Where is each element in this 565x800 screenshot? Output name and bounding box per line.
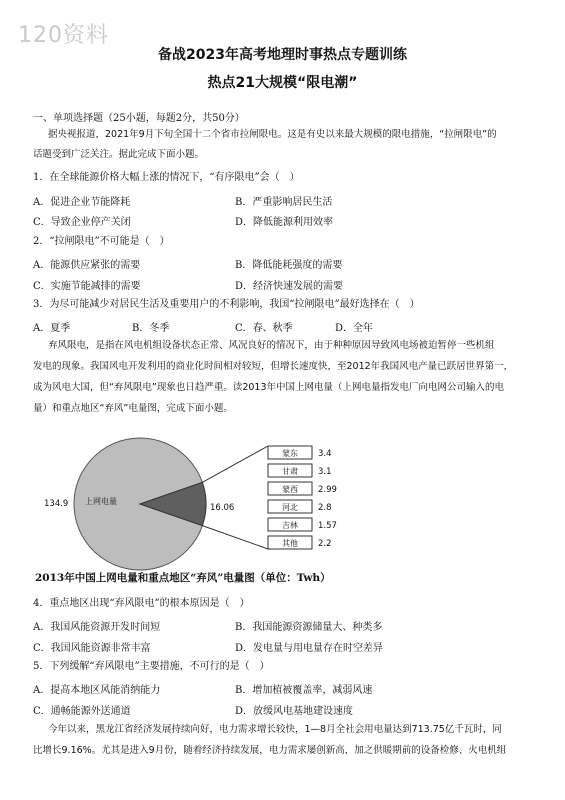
intro1-line1: 据央视报道，2021年9月下旬全国十二个省市拉闸限电。这是有史以来最大规模的限电措施，“拉闸限电”的: [48, 129, 497, 140]
q4-option-a[interactable]: A．我国风能资源开发时间短: [33, 622, 161, 633]
breakdown-name: 河北: [282, 503, 298, 512]
q1-option-c[interactable]: C．导致企业停产关闭: [33, 217, 131, 228]
pie-label-small-value: 16.06: [210, 503, 235, 513]
document-subtitle: 热点21大规模“限电潮”: [207, 75, 358, 91]
intro3-line1: 今年以来，黑龙江省经济发展持续向好，电力需求增长较快，1—8月全社会用电量达到713.75亿千瓦时，同: [48, 724, 502, 735]
q3-option-b[interactable]: B．冬季: [132, 323, 170, 334]
q4-option-d[interactable]: D．发电量与用电量存在时空差异: [235, 643, 384, 654]
q3-stem: 3．为尽可能减少对居民生活及重要用户的不利影响，我国“拉闸限电”最好选择在（ ）: [33, 299, 420, 310]
intro2-line2: 发电的现象。我国风电开发利用的商业化时间相对较短，但增长速度快，至2012年我国风电产量已跃居世界第一，: [33, 361, 514, 372]
section-heading: 一、单项选择题（25小题，每题2分，共50分）: [33, 113, 245, 124]
q1-option-b[interactable]: B．严重影响居民生活: [235, 197, 333, 208]
breakdown-name: 蒙西: [282, 485, 298, 494]
breakdown-name: 其他: [282, 539, 298, 548]
document-title: 备战2023年高考地理时事热点专题训练: [158, 47, 407, 63]
breakdown-name: 蒙东: [282, 449, 298, 458]
q2-option-c[interactable]: C．实施节能减排的需要: [33, 281, 141, 292]
q5-option-d[interactable]: D．放缓风电基地建设速度: [235, 706, 354, 717]
q5-option-c[interactable]: C．通畅能源外送通道: [33, 706, 131, 717]
breakdown-value: 3.1: [318, 467, 332, 477]
q3-option-a[interactable]: A．夏季: [33, 323, 71, 334]
breakdown-value: 3.4: [318, 449, 332, 459]
breakdown-name: 吉林: [282, 521, 298, 530]
q3-option-c[interactable]: C．春、秋季: [235, 323, 293, 334]
q1-option-a[interactable]: A．促进企业节能降耗: [33, 197, 131, 208]
intro1-line2: 话题受到广泛关注。据此完成下面小题。: [33, 149, 205, 160]
breakdown-value: 1.57: [318, 521, 337, 531]
pie-label-main-name: 上网电量: [85, 497, 117, 506]
q1-option-d[interactable]: D．降低能源利用效率: [235, 217, 334, 228]
q5-stem: 5．下列缓解“弃风限电”主要措施，不可行的是（ ）: [33, 661, 270, 672]
connector-bottom: [202, 526, 268, 549]
q2-stem: 2．“拉闸限电”不可能是（ ）: [33, 236, 170, 247]
q4-option-b[interactable]: B．我国能源资源储量大、种类多: [235, 622, 383, 633]
q2-option-d[interactable]: D．经济快速发展的需要: [235, 281, 344, 292]
connector-top: [202, 446, 268, 482]
q4-option-c[interactable]: C．我国风能资源非常丰富: [33, 643, 151, 654]
pie-label-main-value: 134.9: [44, 499, 69, 509]
chart-caption: 2013年中国上网电量和重点地区“弃风”电量图（单位：Twh）: [35, 572, 331, 584]
breakdown-value: 2.99: [318, 485, 337, 495]
q3-option-d[interactable]: D．全年: [335, 323, 374, 334]
q2-option-a[interactable]: A．能源供应紧张的需要: [33, 260, 141, 271]
intro2-line1: 弃风限电，是指在风电机组设备状态正常、风况良好的情况下，由于种种原因导致风电场被迫暂停一些机组: [48, 340, 495, 351]
watermark: 120资料: [18, 23, 109, 48]
breakdown-value: 2.2: [318, 539, 332, 549]
q4-stem: 4．重点地区出现“弃风限电”的根本原因是（ ）: [33, 598, 250, 609]
breakdown-name: 甘肃: [282, 467, 298, 476]
q5-option-b[interactable]: B．增加植被覆盖率，减弱风速: [235, 685, 373, 696]
pie-chart: [40, 432, 360, 572]
breakdown-value: 2.8: [318, 503, 332, 513]
intro3-line2: 比增长9.16%。尤其是进入9月份，随着经济持续发展，电力需求屡创新高，加之供暖期前的设备检修、火电机组: [33, 745, 507, 756]
q2-option-b[interactable]: B．降低能耗强度的需要: [235, 260, 343, 271]
intro2-line3: 成为风电大国，但“弃风限电”现象也日趋严重。读2013年中国上网电量（上网电量指发电厂向电网公司输入的电: [33, 382, 505, 393]
q5-option-a[interactable]: A．提高本地区风能消纳能力: [33, 685, 161, 696]
q1-stem: 1．在全球能源价格大幅上涨的情况下，“有序限电”会（ ）: [33, 172, 300, 183]
intro2-line4: 量）和重点地区“弃风”电量图，完成下面小题。: [33, 403, 233, 414]
